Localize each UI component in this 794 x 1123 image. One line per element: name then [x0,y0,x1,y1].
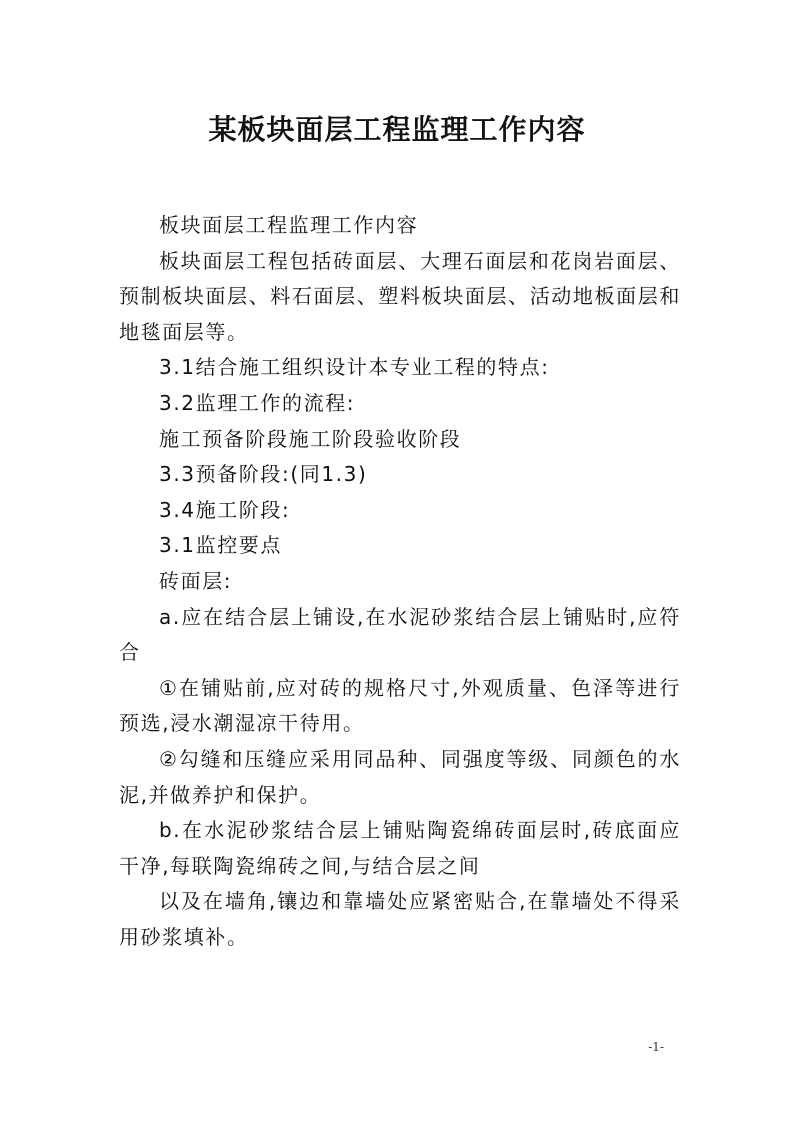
document-body [119,208,681,955]
paragraph-control-points: 3.1监控要点 [159,533,283,558]
paragraph-item-a: a.应在结合层上铺设,在水泥砂浆结合层上铺贴时,应符合 [119,604,681,665]
paragraph-heading: 板块面层工程监理工作内容 [159,213,419,237]
paragraph-item-b: b.在水泥砂浆结合层上铺贴陶瓷绵砖面层时,砖底面应干净,每联陶瓷绵砖之间,与结合层之间 [119,818,681,878]
paragraph-scope: 板块面层工程包括砖面层、大理石面层和花岗岩面层、预制板块面层、料石面层、塑料板块面层、活动地板面层和地毯面层等。 [119,248,681,344]
paragraph-brick-layer: 砖面层: [159,568,233,593]
document-title: 某板块面层工程监理工作内容 [208,113,586,146]
paragraph-item-2: ②勾缝和压缝应采用同品种、同强度等级、同颜色的水泥,并做养护和保护。 [119,746,681,807]
paragraph-item-b-cont: 以及在墙角,镶边和靠墙处应紧密贴合,在靠墙处不得采用砂浆填补。 [119,889,681,949]
paragraph-3-2: 3.2监理工作的流程: [159,390,356,415]
paragraph-3-1: 3.1结合施工组织设计本专业工程的特点: [159,355,550,380]
paragraph-item-1: ①在铺贴前,应对砖的规格尺寸,外观质量、色泽等进行预选,浸水潮湿凉干待用。 [119,675,681,736]
page-number: -1- [648,1040,664,1054]
paragraph-stages: 施工预备阶段施工阶段验收阶段 [159,426,462,451]
paragraph-3-4: 3.4施工阶段: [159,497,291,522]
paragraph-3-3: 3.3预备阶段:(同1.3) [159,462,368,487]
